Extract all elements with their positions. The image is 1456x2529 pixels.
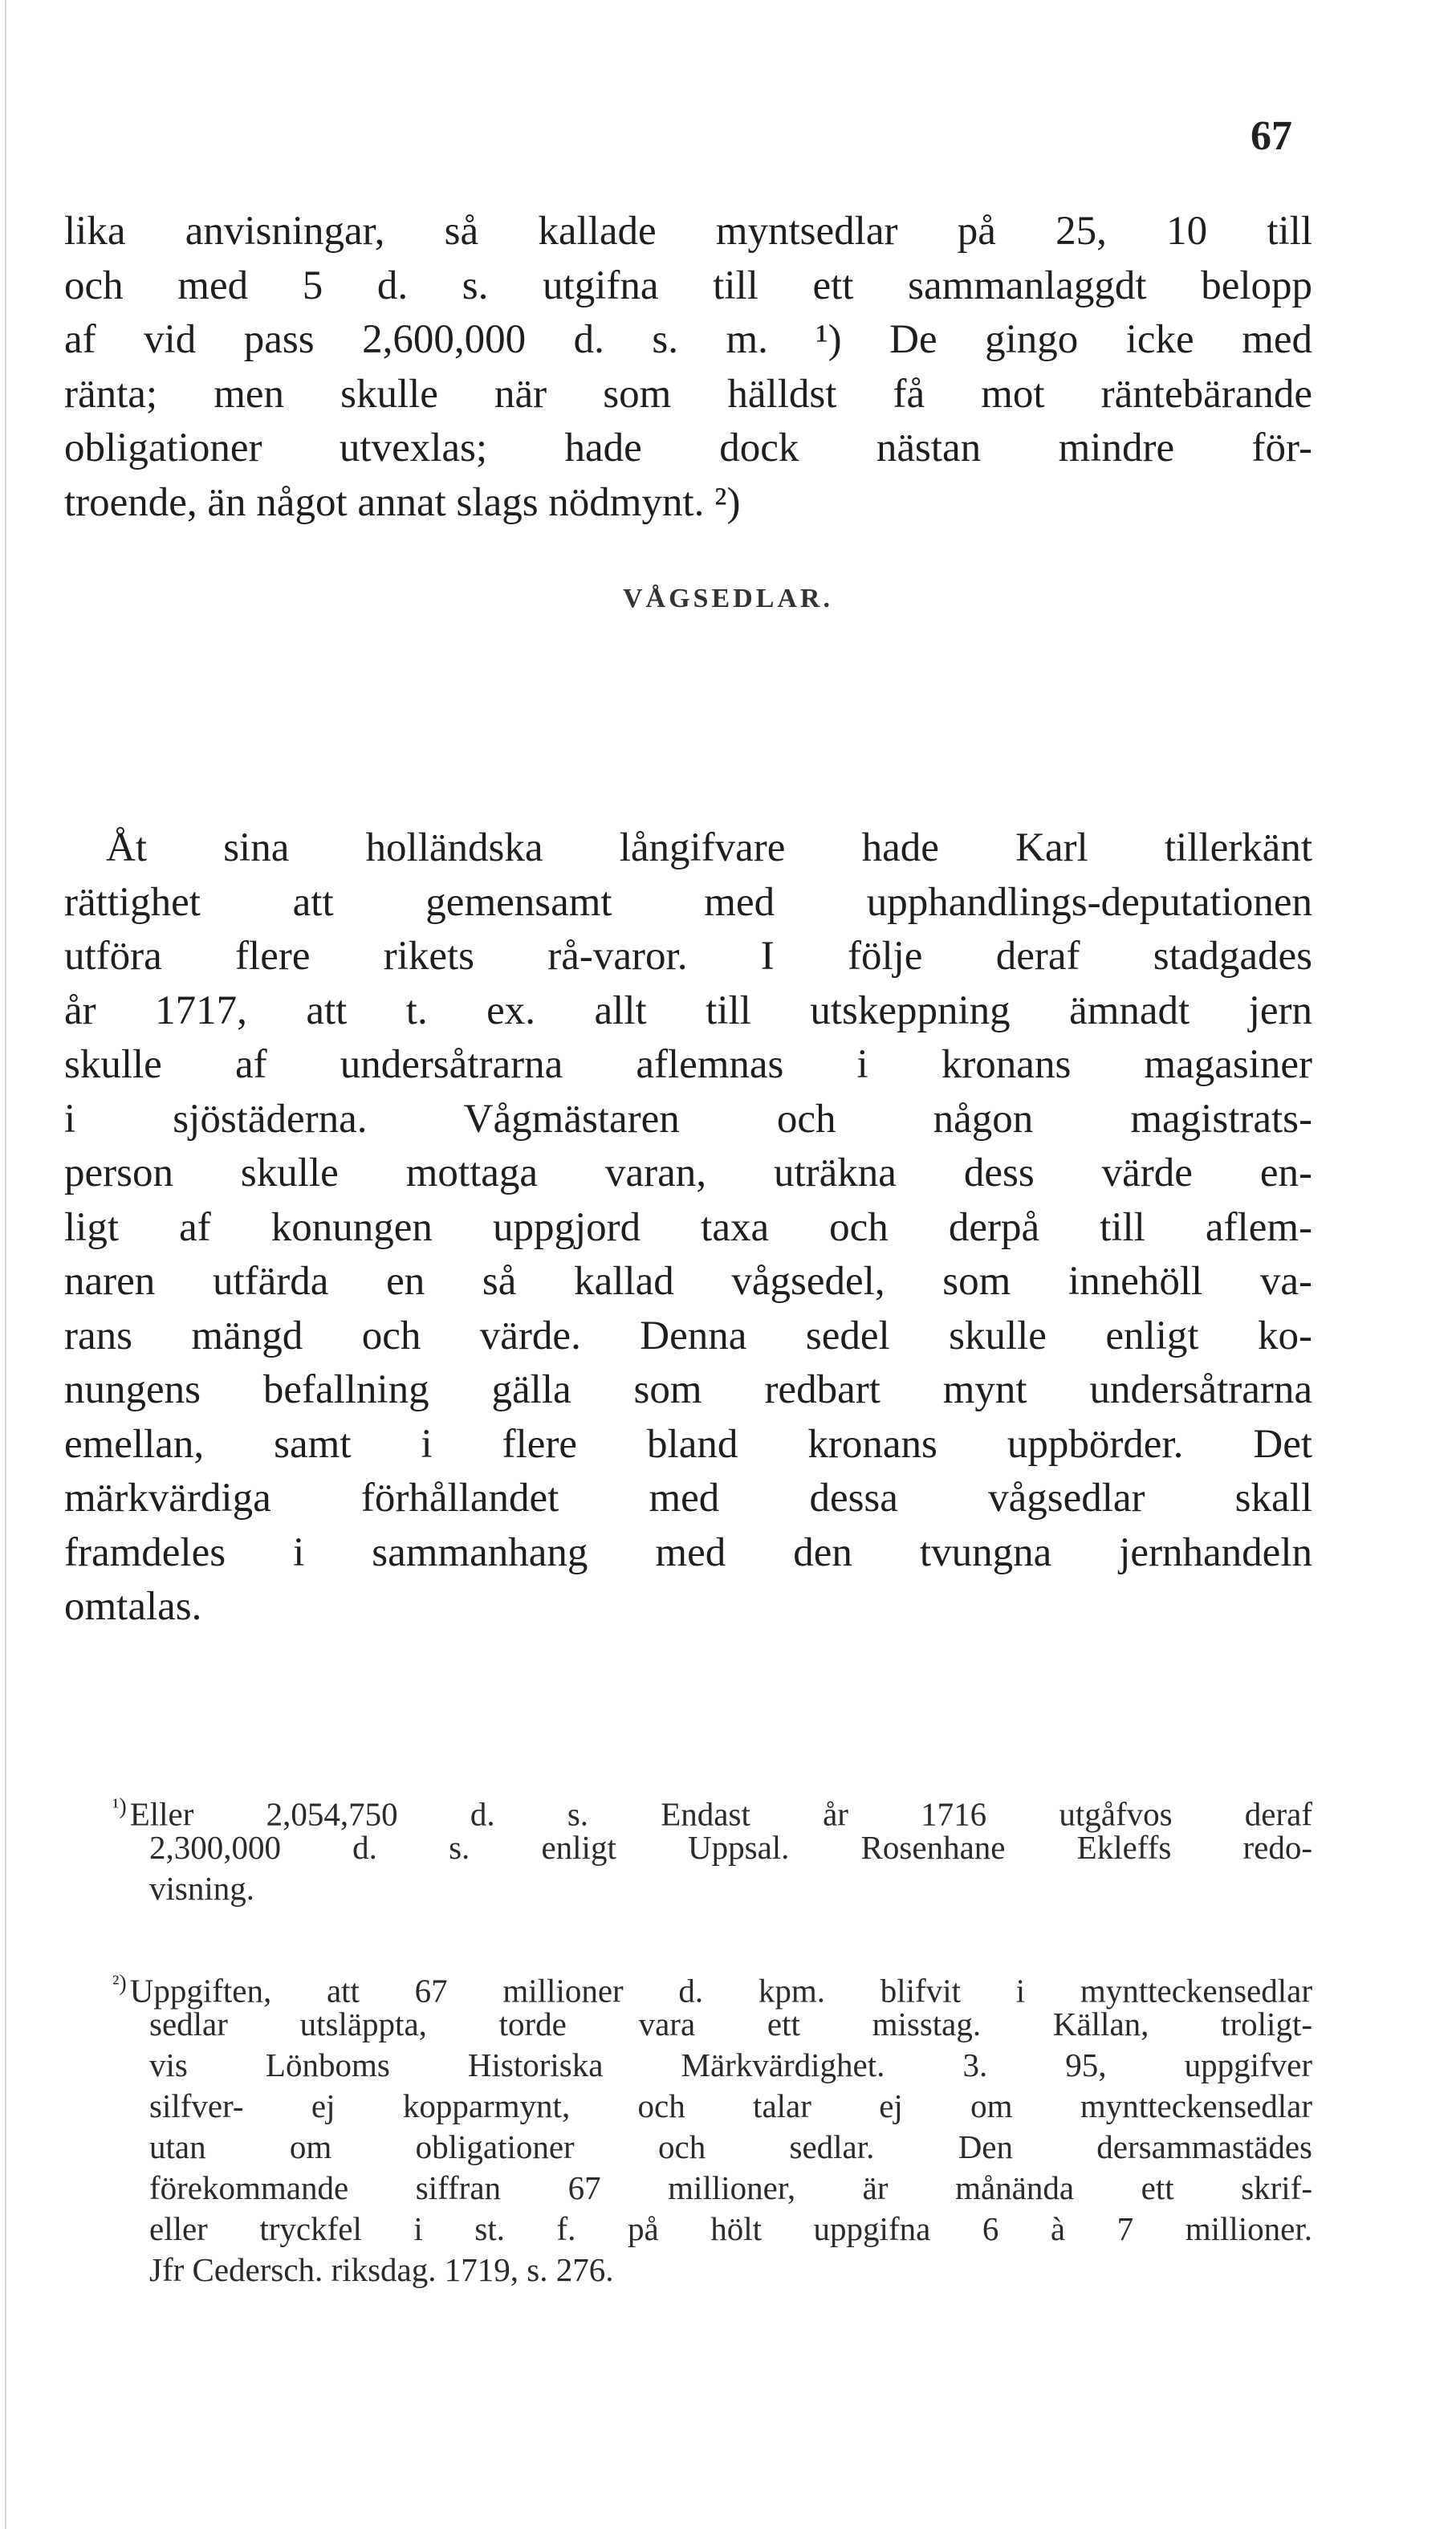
text-line: obligationer utvexlas; hade dock nästan mindre för- [64, 426, 1312, 470]
footnote-line [112, 1963, 1312, 2010]
footnote-line: 2,300,000 d. s. enligt Uppsal. Rosenhane Ekleffs redo- [149, 1829, 1312, 1866]
footnote-line: eller tryckfel i st. f. på hölt uppgifna 6 à 7 millioner. [149, 2210, 1312, 2247]
text-line: ligt af konungen uppgjord taxa och derpå till aflem- [64, 1204, 1312, 1250]
footnote-marker: ²) [112, 1971, 127, 1996]
text-line: Åt sina holländska långifvare hade Karl tillerkänt [106, 825, 1312, 870]
footnote-marker: ¹) [112, 1794, 127, 1819]
text-line: utföra flere rikets rå-varor. I följe deraf stadgades [64, 934, 1312, 979]
footnote-2 [112, 1963, 1312, 2291]
text-line: omtalas. [64, 1584, 202, 1629]
page-edge-line [5, 0, 6, 2529]
text-line: lika anvisningar, så kallade myntsedlar på 25, 10 till [64, 209, 1312, 254]
section-heading: VÅGSEDLAR. [623, 584, 833, 613]
paragraph-myntsedlar [64, 205, 1312, 530]
text-line: rans mängd och värde. Denna sedel skulle enligt ko- [64, 1313, 1312, 1358]
footnote-line: sedlar utsläppta, torde vara ett misstag. Källan, troligt- [149, 2006, 1312, 2042]
text-line: ränta; men skulle när som hälldst få mot räntebärande [64, 371, 1312, 417]
text-line: rättighet att gemensamt med upphandlings-deputationen [64, 879, 1312, 925]
text-line: naren utfärda en så kallad vågsedel, som innehöll va- [64, 1259, 1312, 1304]
text-line: och med 5 d. s. utgifna till ett sammanlaggdt belopp [64, 263, 1312, 308]
text-line: märkvärdiga förhållandet med dessa vågsedlar skall [64, 1476, 1312, 1521]
footnote-line: vis Lönboms Historiska Märkvärdighet. 3. 95, uppgifver [149, 2046, 1312, 2083]
text-line: nungens befallning gälla som redbart mynt undersåtrarna [64, 1367, 1312, 1412]
text-line: framdeles i sammanhang med den tvungna jernhandeln [64, 1529, 1312, 1575]
text-line: person skulle mottaga varan, uträkna dess värde en- [64, 1150, 1312, 1195]
footnote-line: visning. [149, 1870, 254, 1907]
paragraph-vagsedlar [64, 821, 1312, 1635]
footnote-text: Eller 2,054,750 d. s. Endast år 1716 utgåfvos deraf [129, 1795, 1312, 1833]
footnote-line: Jfr Cedersch. riksdag. 1719, s. 276. [149, 2251, 614, 2288]
text-line: af vid pass 2,600,000 d. s. m. ¹) De gingo icke med [64, 317, 1312, 362]
text-line: emellan, samt i flere bland kronans uppbörder. Det [64, 1421, 1312, 1467]
footnote-line: utan om obligationer och sedlar. Den dersammastädes [149, 2128, 1312, 2165]
text-line: skulle af undersåtrarna aflemnas i kronans magasiner [64, 1042, 1312, 1087]
text-line: år 1717, att t. ex. allt till utskeppning ämnadt jern [64, 988, 1312, 1033]
footnote-text: Uppgiften, att 67 millioner d. kpm. blifvit i myntteckensedlar [129, 1972, 1312, 2010]
page-number: 67 [1251, 113, 1292, 159]
text-line: troende, än något annat slags nödmynt. ²) [64, 479, 741, 525]
footnote-line: förekommande siffran 67 millioner, är månända ett skrif- [149, 2169, 1312, 2206]
footnote-line [112, 1786, 1312, 1833]
footnote-line: silfver- ej kopparmynt, och talar ej om myntteckensedlar [149, 2087, 1312, 2124]
text-line: i sjöstäderna. Vågmästaren och någon magistrats- [64, 1096, 1312, 1142]
footnote-1 [112, 1786, 1312, 1909]
